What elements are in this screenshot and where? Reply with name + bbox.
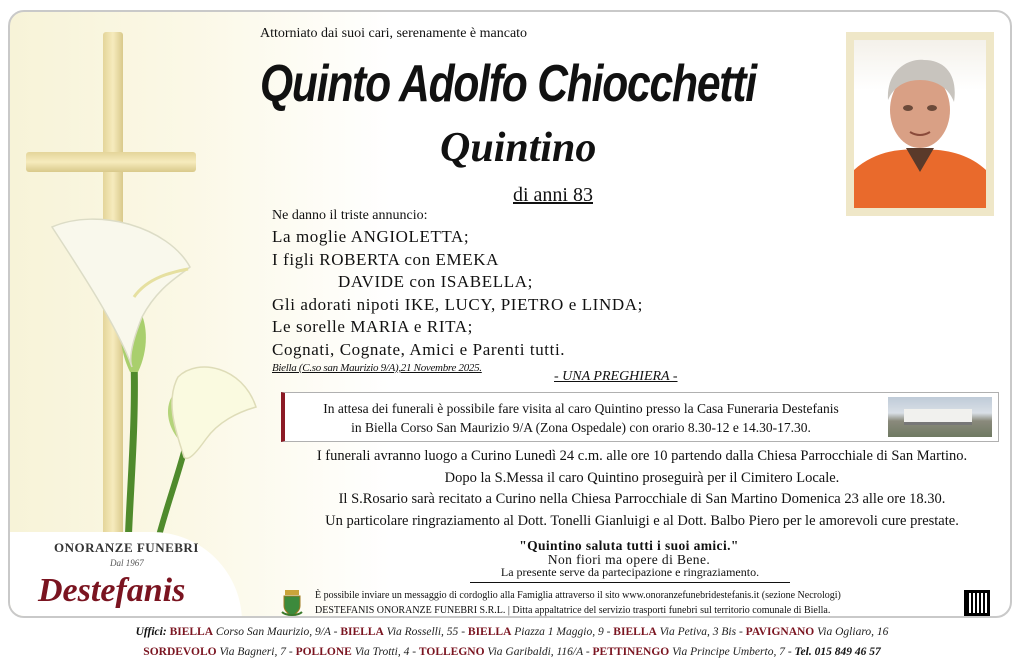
family-line: Le sorelle MARIA e RITA; [272,317,473,337]
calla-lily-icon [38,207,268,547]
offices-row-1: Uffici: BIELLA Corso San Maurizio, 9/A - BIELLA Via Rosselli, 55 - BIELLA Piazza 1 Maggio, 9 - BIELLA Via Petiva, 3 Bis - PAVIGNANO Via Ogliaro, 16 [135,626,889,638]
family-line: Gli adorati nipoti IKE, LUCY, PIETRO e LINDA; [272,294,643,314]
office-city: POLLONE [295,646,352,658]
detail-line: Dopo la S.Messa il caro Quintino proseguirà per il Cimitero Locale. [444,469,840,486]
office-city: BIELLA [169,626,214,638]
quote [459,539,799,567]
visit-info-box [281,392,999,442]
deceased-name: Quinto Adolfo Chiocchetti [260,55,756,113]
deceased-age: di anni 83 [513,184,593,206]
deceased-nickname: Quintino [440,125,597,171]
detail-line: Un particolare ringraziamento al Dott. Tonelli Gianluigi e al Dott. Balbo Piero per le amorevoli cure prestate. [325,512,959,529]
office-city: PETTINENGO [592,646,670,658]
portrait-frame [846,32,994,216]
family-line: DAVIDE con ISABELLA; [338,272,533,292]
qr-code-icon[interactable] [964,590,990,616]
logo-top-text: ONORANZE FUNEBRI [54,540,199,555]
thanks-note: La presente serve da partecipazione e ringraziamento. [470,565,790,583]
prayer-label: - UNA PREGHIERA - [554,369,678,384]
office-address: Corso San Maurizio, 9/A [215,626,331,638]
office-phone: Tel. 015 849 46 57 [794,646,881,658]
office-city: BIELLA [467,626,512,638]
announcement-header: Ne danno il triste annuncio: [272,208,428,223]
office-address: Via Bagneri, 7 [219,646,286,658]
funeral-home-photo [888,397,992,437]
portrait-photo [854,40,986,208]
office-address: Via Rosselli, 55 [386,626,459,638]
office-address: Via Garibaldi, 116/A [487,646,583,658]
office-address: Via Ogliaro, 16 [817,626,889,638]
office-address: Piazza 1 Maggio, 9 [514,626,604,638]
condolence-message [315,588,841,618]
logo-name: Destefanis [38,572,186,609]
family-line: I figli ROBERTA con EMEKA [272,249,499,269]
detail-line: Il S.Rosario sarà recitato a Curino nella Chiesa Parrocchiale di San Martino Domenica 23 alle ore 18.30. [338,491,946,507]
offices-row-2: SORDEVOLO Via Bagneri, 7 - POLLONE Via Trotti, 4 - TOLLEGNO Via Garibaldi, 116/A - PETTINENGO Via Principe Umberto, 7 - Tel. 015 849 46 57 [143,646,881,658]
visit-info-text [299,399,863,437]
funeral-details [275,446,1009,532]
municipal-crest-icon [280,588,304,618]
cross-arm [26,152,196,172]
obituary-card [8,10,1012,618]
offices-footer [0,622,1024,662]
office-address: Via Trotti, 4 [354,646,410,658]
office-address: Via Principe Umberto, 7 [672,646,785,658]
family-line: La moglie ANGIOLETTA; [272,227,470,246]
family-list [272,226,643,362]
office-city: PAVIGNANO [745,626,815,638]
intro-text: Attorniato dai suoi cari, serenamente è mancato [260,26,528,41]
detail-line: I funerali avranno luogo a Curino Lunedì 24 c.m. alle ore 10 partendo dalla Chiesa Parrocchiale di San Martino. [316,448,968,464]
quote-line: "Quintino saluta tutti i suoi amici." [519,538,739,553]
visit-line: in Biella Corso San Maurizio 9/A (Zona Ospedale) con orario 8.30-12 e 14.30-17.30. [351,420,811,435]
condolence-line: DESTEFANIS ONORANZE FUNEBRI S.R.L. | Ditta appaltatrice del servizio trasporti funebri sul territorio comunale di Biella. [315,605,831,616]
office-city: SORDEVOLO [143,646,217,658]
office-city: TOLLEGNO [418,646,485,658]
quote-line: Non fiori ma opere di Bene. [547,552,711,567]
visit-line: In attesa dei funerali è possibile fare visita al caro Quintino presso la Casa Funeraria Destefanis [323,401,839,416]
logo-since: Dal 1967 [110,558,144,568]
office-address: Via Petiva, 3 Bis [659,626,737,638]
offices-label: Uffici: [135,626,167,638]
office-city: BIELLA [613,626,657,638]
condolence-line: È possibile inviare un messaggio di cordoglio alla Famiglia attraverso il sito www.onoranzefunebridestefanis.it (sezione Necrologi) [315,590,841,601]
office-city: BIELLA [340,626,384,638]
place-date: Biella (C.so san Maurizio 9/A),21 Novembre 2025. [272,362,482,374]
family-line: Cognati, Cognate, Amici e Parenti tutti. [272,339,566,359]
